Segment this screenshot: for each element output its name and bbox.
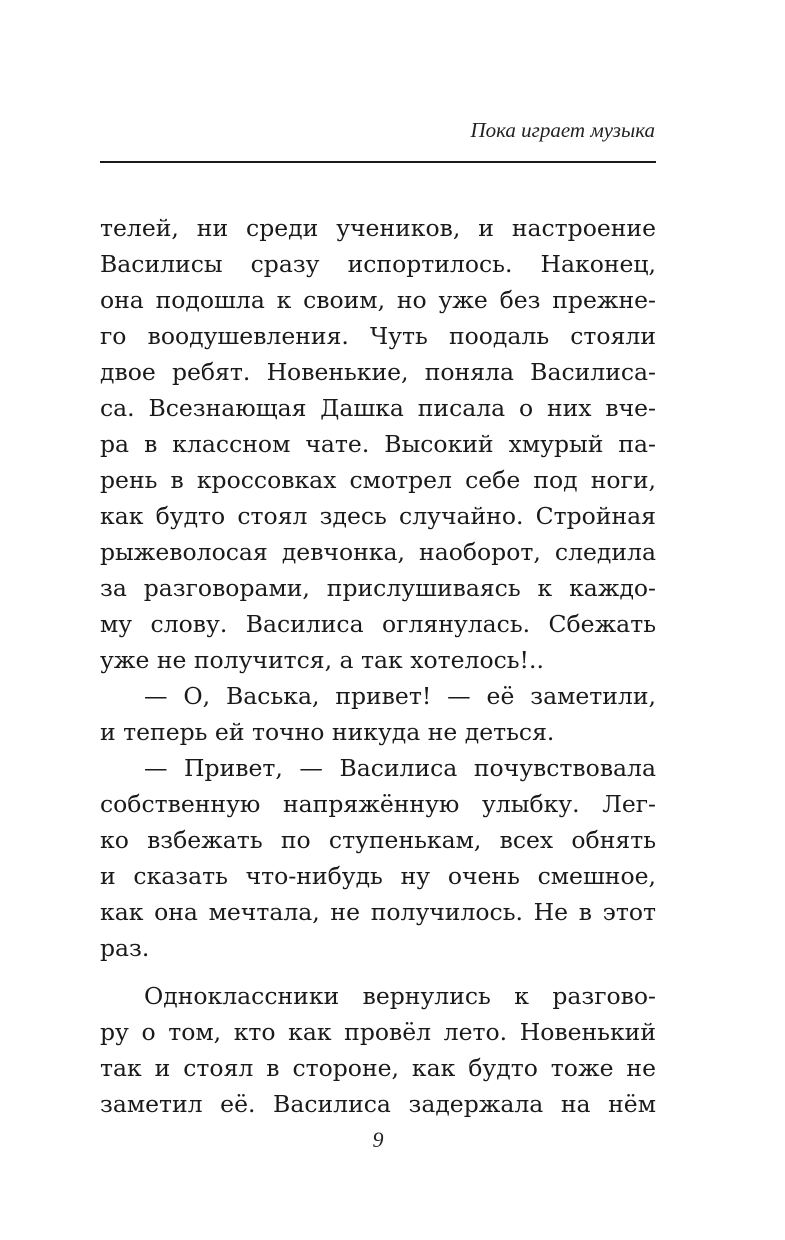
text-line: — Привет, — Василиса почувствовала xyxy=(144,754,656,782)
body-text xyxy=(100,210,656,1122)
text-line: рень в кроссовках смотрел себе под ноги, xyxy=(100,466,656,494)
text-line: рыжеволосая девчонка, наоборот, следила xyxy=(100,538,656,566)
text-line: телей, ни среди учеников, и настроение xyxy=(100,214,656,242)
text-line: уже не получится, а так хотелось!.. xyxy=(100,646,544,674)
text-line: ру о том, кто как провёл лето. Новенький xyxy=(100,1018,656,1046)
text-line: и сказать что-нибудь ну очень смешное, xyxy=(100,862,656,890)
text-line: она подошла к своим, но уже без прежне- xyxy=(100,286,656,314)
text-line: раз. xyxy=(100,934,150,962)
text-line: как будто стоял здесь случайно. Стройная xyxy=(100,502,656,530)
text-line: так и стоял в стороне, как будто тоже не xyxy=(100,1054,656,1082)
text-line: му слову. Василиса оглянулась. Сбежать xyxy=(100,610,656,638)
text-line: Одноклассники вернулись к разгово- xyxy=(144,982,656,1010)
text-line: ра в классном чате. Высокий хмурый па- xyxy=(100,430,656,458)
text-line: Василисы сразу испортилось. Наконец, xyxy=(100,250,656,278)
text-line: как она мечтала, не получилось. Не в этот xyxy=(100,898,656,926)
text-line: и теперь ей точно никуда не деться. xyxy=(100,718,555,746)
text-line: за разговорами, прислушиваясь к каждо- xyxy=(100,574,656,602)
text-line: заметил её. Василиса задержала на нём xyxy=(100,1090,656,1118)
page-number: 9 xyxy=(372,1127,384,1152)
text-line: собственную напряжённую улыбку. Лег- xyxy=(100,790,656,818)
running-head-title: Пока играет музыка xyxy=(470,118,655,142)
text-line: двое ребят. Новенькие, поняла Василисa- xyxy=(100,358,656,386)
text-line: са. Всезнающая Дашка писала о них вче- xyxy=(100,394,656,422)
text-line: ко взбежать по ступенькам, всех обнять xyxy=(100,826,656,854)
header-rule xyxy=(100,161,656,163)
text-line: — О, Васька, привет! — её заметили, xyxy=(144,682,656,710)
text-line: го воодушевления. Чуть поодаль стояли xyxy=(100,322,656,350)
